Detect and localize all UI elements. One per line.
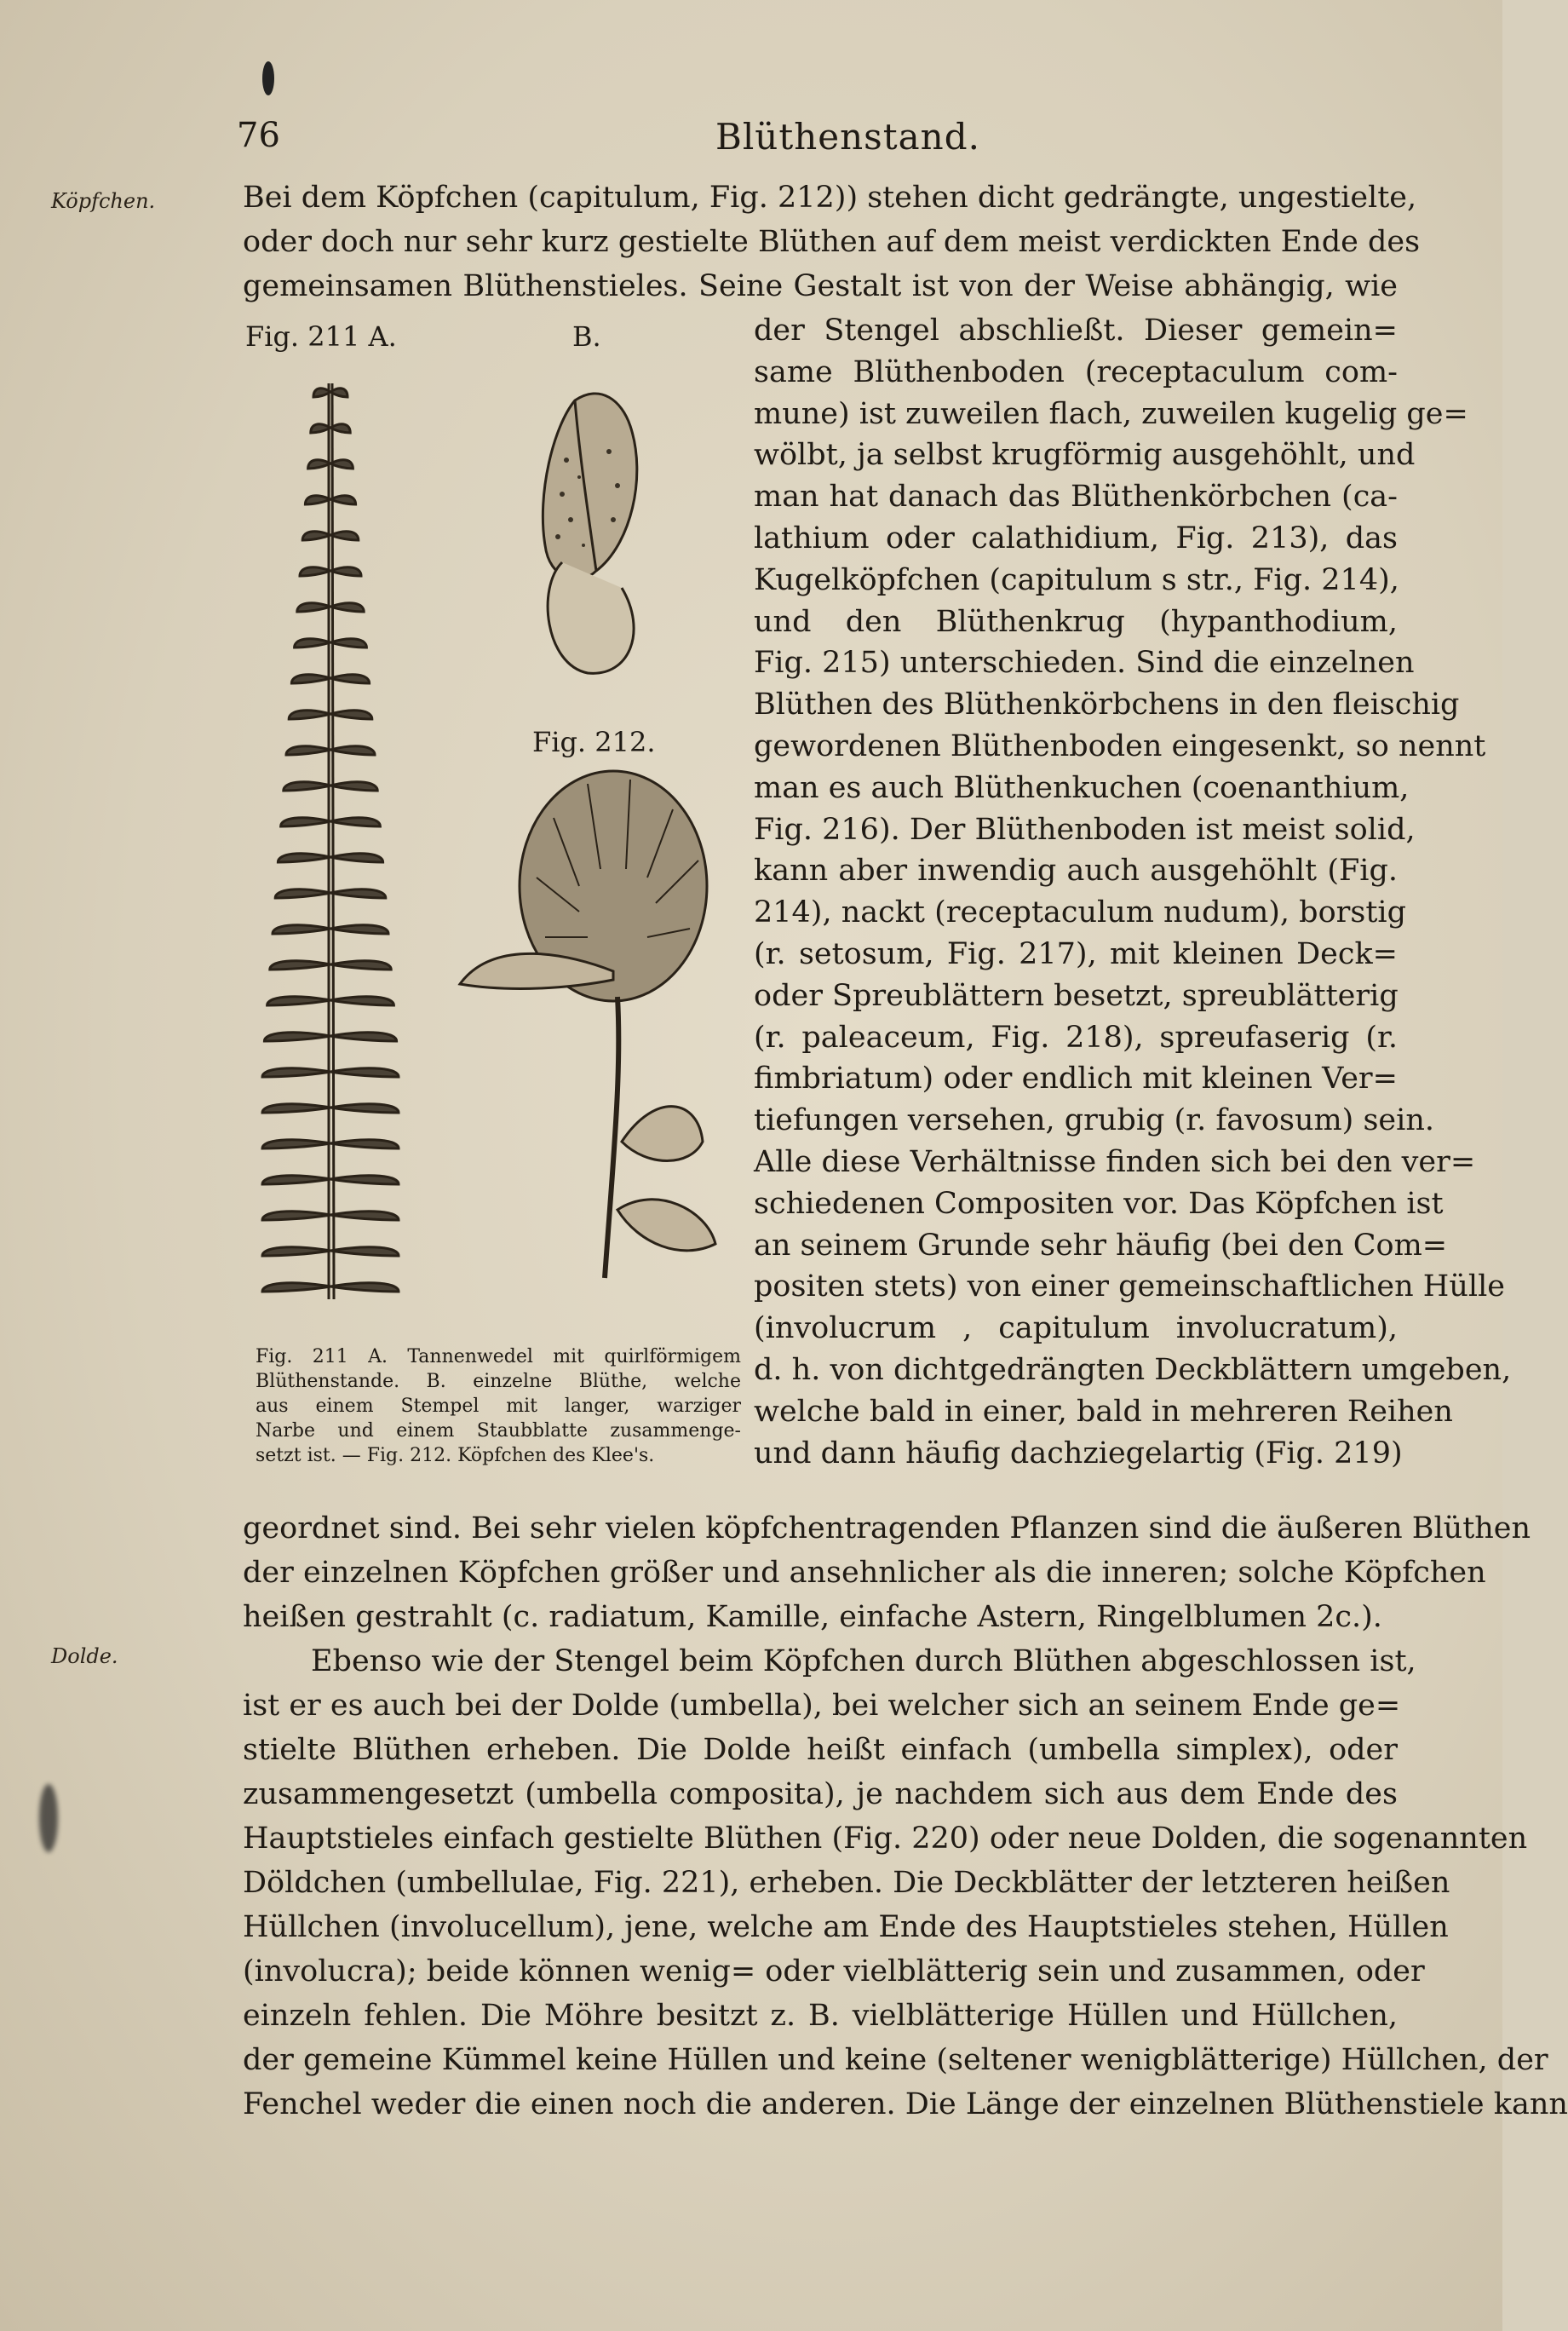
body-line: Ebenso wie der Stengel beim Köpfchen durch Blüthen abgeschlossen ist, (311, 1644, 1416, 1678)
figure-211b-illustration (528, 375, 664, 682)
body-line: (involucrum , capitulum involucratum), (754, 1311, 1398, 1346)
body-line: an seinem Grunde sehr häufig (bei den Com= (754, 1228, 1448, 1263)
body-line: Fenchel weder die einen noch die anderen. Die Länge der einzelnen Blüthenstiele kann (243, 2087, 1568, 2121)
body-line: und den Blüthenkrug (hypanthodium, (754, 604, 1398, 639)
margin-note-capitulum: Köpfchen. (51, 189, 156, 213)
body-line: Bei dem Köpfchen (capitulum, Fig. 212)) stehen dicht gedrängte, ungestielte, (243, 181, 1417, 215)
ink-speck (39, 1784, 58, 1852)
body-line: und dann häufig dachziegelartig (Fig. 219) (754, 1436, 1403, 1471)
body-line: positen stets) von einer gemeinschaftlichen Hülle (754, 1269, 1505, 1304)
body-line: schiedenen Compositen vor. Das Köpfchen ist (754, 1186, 1444, 1221)
body-line: Fig. 215) unterschieden. Sind die einzelnen (754, 646, 1415, 681)
body-line: einzeln fehlen. Die Möhre besitzt z. B. vielblätterige Hüllen und Hüllchen, (243, 1999, 1398, 2033)
body-line: Fig. 216). Der Blüthenboden ist meist solid, (754, 812, 1416, 847)
body-line: mune) ist zuweilen flach, zuweilen kugelig ge= (754, 396, 1468, 431)
body-line: gemeinsamen Blüthenstieles. Seine Gestalt ist von der Weise abhängig, wie (243, 269, 1398, 303)
body-line: der Stengel abschließt. Dieser gemein= (754, 314, 1398, 348)
whorl-leaves (300, 567, 361, 576)
whorl-leaves (267, 997, 394, 1005)
body-line: Hauptstieles einfach gestielte Blüthen (Fig. 220) oder neue Dolden, die sogenannten (243, 1822, 1528, 1856)
whorl-leaves (308, 460, 353, 469)
whorl-leaves (262, 1104, 399, 1113)
caption-line: setzt ist. — Fig. 212. Köpfchen des Klee's. (256, 1445, 655, 1466)
body-line: Alle diese Verhältnisse finden sich bei den ver= (754, 1145, 1476, 1179)
whorl-leaves (284, 782, 377, 791)
body-line: man es auch Blüthenkuchen (coenanthium, (754, 770, 1410, 805)
body-line: ist er es auch bei der Dolde (umbella), bei welcher sich an seinem Ende ge= (243, 1689, 1401, 1723)
margin-note-umbel: Dolde. (51, 1644, 118, 1668)
body-line: (involucra); beide können wenig= oder vielblätterig sein und zusammen, oder (243, 1954, 1425, 1989)
whorl-leaves (273, 925, 388, 934)
body-line: zusammengesetzt (umbella composita), je nachdem sich aus dem Ende des (243, 1777, 1398, 1811)
whorl-leaves (262, 1176, 399, 1184)
body-line: Döldchen (umbellulae, Fig. 221), erheben. Die Deckblätter der letzteren heißen (243, 1866, 1450, 1900)
body-line: gewordenen Blüthenboden eingesenkt, so nennt (754, 729, 1486, 763)
whorl-leaves (264, 1033, 396, 1041)
body-line: Hüllchen (involucellum), jene, welche am Ende des Hauptstieles stehen, Hüllen (243, 1910, 1449, 1944)
body-line: (r. paleaceum, Fig. 218), spreufaserig (r. (754, 1020, 1398, 1055)
body-line: man hat danach das Blüthenkörbchen (ca- (754, 480, 1398, 515)
body-line: tiefungen versehen, grubig (r. favosum) sein. (754, 1103, 1435, 1138)
body-line: d. h. von dichtgedrängten Deckblättern umgeben, (754, 1353, 1512, 1387)
body-line: lathium oder calathidium, Fig. 213), das (754, 521, 1398, 555)
body-line: oder doch nur sehr kurz gestielte Blüthen auf dem meist verdickten Ende des (243, 225, 1421, 259)
body-line: oder Spreublättern besetzt, spreublätterig (754, 978, 1399, 1013)
caption-line: Blüthenstande. B. einzelne Blüthe, welche (256, 1371, 741, 1392)
whorl-leaves (270, 961, 391, 970)
figure-211b-label: B. (572, 320, 601, 353)
whorl-leaves (262, 1212, 399, 1220)
whorl-leaves (291, 675, 369, 683)
whorl-leaves (313, 388, 347, 397)
whorl-leaves (262, 1140, 399, 1148)
figure-caption (256, 1344, 741, 1468)
body-line: welche bald in einer, bald in mehreren Reihen (754, 1394, 1453, 1429)
body-line: heißen gestrahlt (c. radiatum, Kamille, einfache Astern, Ringelblumen 2c.). (243, 1600, 1382, 1634)
page-header (0, 116, 1502, 167)
whorl-leaves (262, 1247, 399, 1256)
body-line: der gemeine Kümmel keine Hüllen und keine (seltener wenigblätterige) Hüllchen, der (243, 2043, 1548, 2077)
body-line: Kugelköpfchen (capitulum s str., Fig. 214), (754, 562, 1399, 597)
whorl-leaves (286, 746, 375, 755)
whorl-leaves (289, 711, 372, 719)
caption-line: aus einem Stempel mit langer, warziger (256, 1396, 741, 1417)
body-line: stielte Blüthen erheben. Die Dolde heißt einfach (umbella simplex), oder (243, 1733, 1398, 1767)
ink-speck (262, 61, 274, 95)
body-line: 214), nackt (receptaculum nudum), borstig (754, 895, 1407, 930)
body-line: der einzelnen Köpfchen größer und ansehnlicher als die inneren; solche Köpfchen (243, 1556, 1486, 1590)
whorl-leaves (311, 424, 350, 433)
whorl-leaves (305, 496, 355, 504)
whorl-leaves (302, 532, 359, 540)
figure-211a-illustration (256, 366, 409, 1304)
whorl-leaves (262, 1068, 399, 1077)
page-number: 76 (237, 116, 280, 155)
caption-line: Fig. 211 A. Tannenwedel mit quirlförmigem (256, 1346, 741, 1367)
body-line: (r. setosum, Fig. 217), mit kleinen Deck= (754, 937, 1398, 971)
body-line: geordnet sind. Bei sehr vielen köpfchentragenden Pflanzen sind die äußeren Blüthen (243, 1511, 1531, 1545)
body-line: kann aber inwendig auch ausgehöhlt (Fig. (754, 854, 1398, 889)
whorl-leaves (281, 818, 381, 826)
whorl-leaves (297, 603, 364, 612)
figure-211-label: Fig. 211 A. (245, 320, 397, 353)
body-line: Blüthen des Blüthenkörbchens in den fleischig (754, 688, 1460, 722)
figure-212-illustration (443, 767, 750, 1295)
running-head: Blüthenstand. (715, 116, 980, 158)
whorl-leaves (278, 854, 382, 862)
body-line: wölbt, ja selbst krugförmig ausgehöhlt, und (754, 438, 1416, 473)
figure-212-label: Fig. 212. (532, 726, 656, 758)
body-line: fimbriatum) oder endlich mit kleinen Ver= (754, 1062, 1398, 1096)
caption-line: Narbe und einem Staubblatte zusammenge- (256, 1420, 741, 1442)
whorl-leaves (262, 1283, 399, 1292)
whorl-leaves (275, 889, 386, 898)
body-line: same Blüthenboden (receptaculum com- (754, 354, 1398, 389)
whorl-leaves (295, 639, 367, 648)
